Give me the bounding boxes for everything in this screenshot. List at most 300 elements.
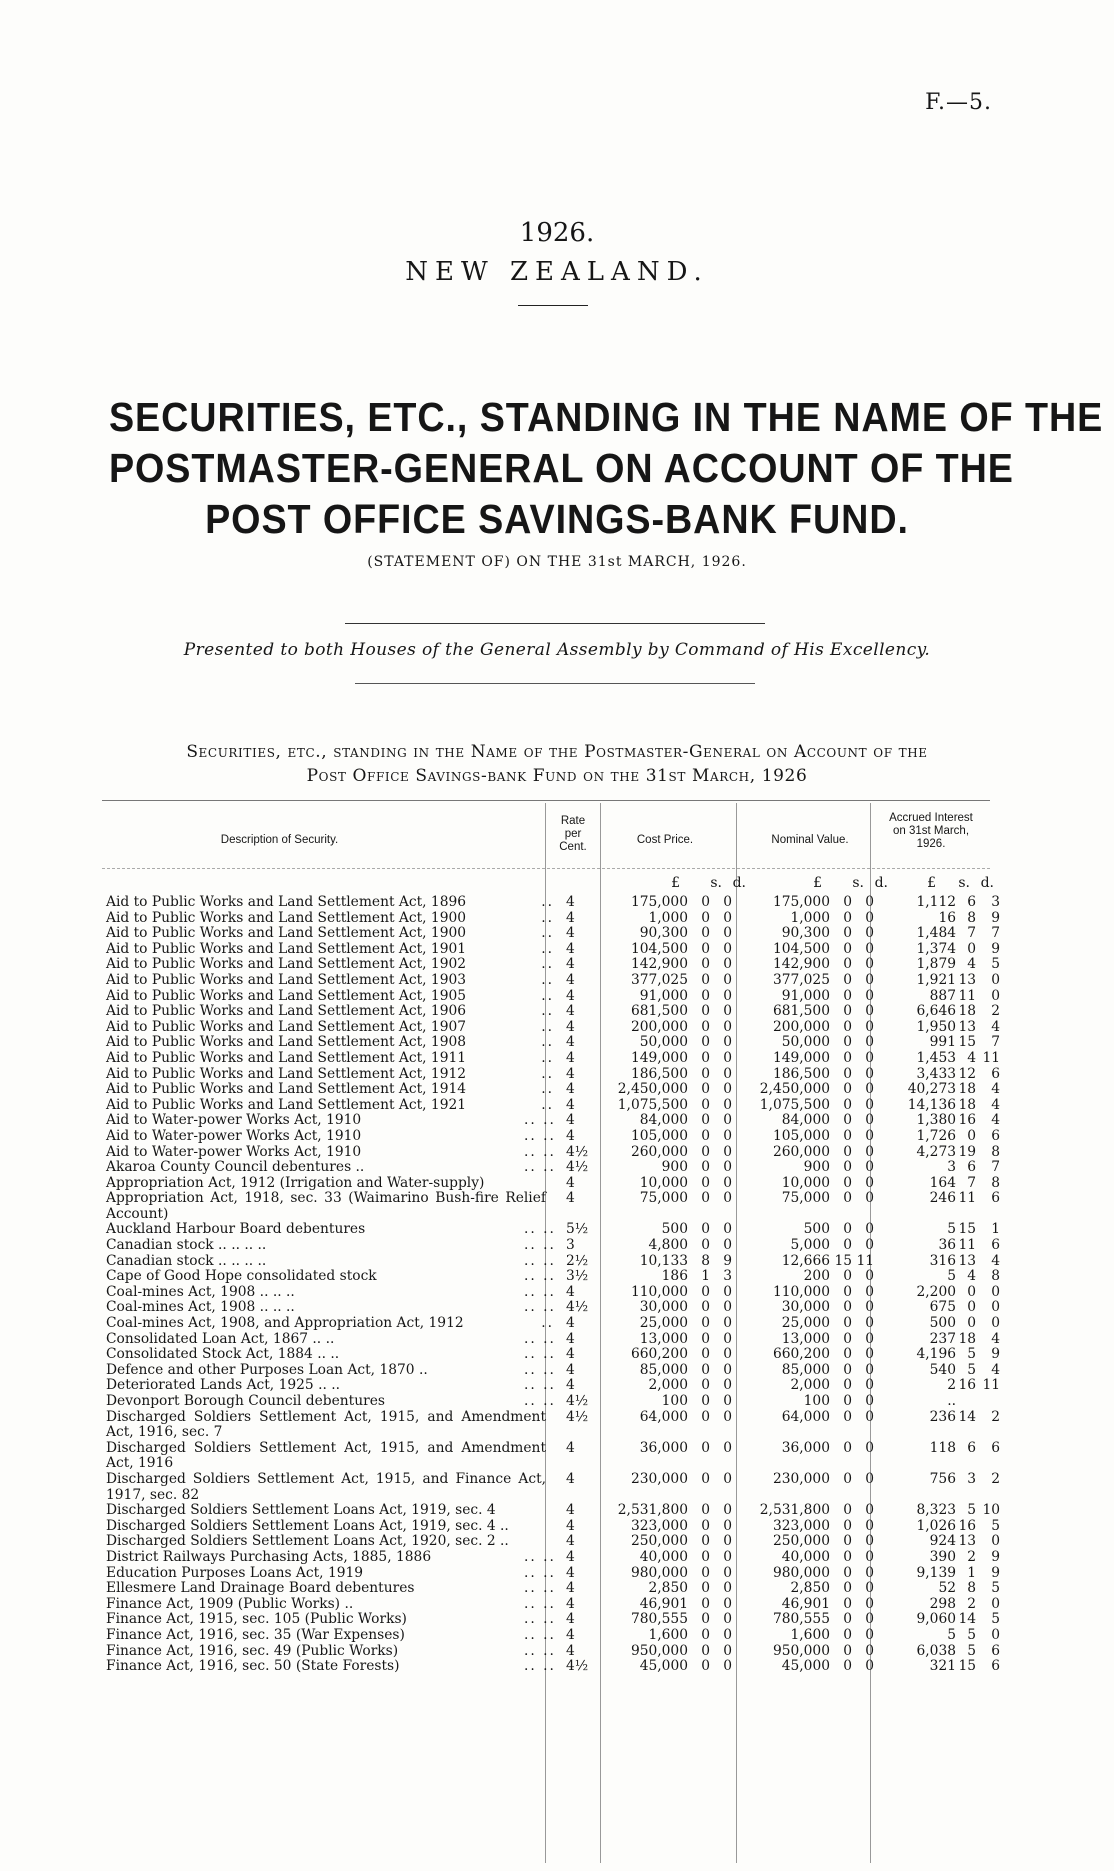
- interest-shillings: 5: [967, 1346, 976, 1363]
- cost-shillings: 0: [701, 1003, 710, 1020]
- cost-pence: 0: [723, 1096, 732, 1113]
- nominal-pence: 0: [865, 1642, 874, 1659]
- cost-shillings: 0: [701, 909, 710, 926]
- unit-pence: d.: [874, 875, 888, 891]
- row-description: Aid to Public Works and Land Settlement Act, 1896: [106, 894, 467, 910]
- nominal-pounds: 980,000: [772, 1564, 830, 1581]
- cost-pounds: 75,000: [639, 1190, 688, 1207]
- interest-shillings: 14: [958, 1611, 976, 1628]
- row-rate: 4: [566, 1065, 575, 1082]
- cost-pence: 0: [723, 1018, 732, 1035]
- nominal-pence: 0: [865, 1003, 874, 1020]
- interest-shillings: 11: [958, 1190, 976, 1207]
- cost-pounds: 50,000: [639, 1034, 688, 1051]
- row-leader-dots: .. ..: [524, 1564, 556, 1581]
- row-rate: 4: [566, 1439, 575, 1456]
- nominal-shillings: 0: [843, 1034, 852, 1051]
- row-rate: 4: [566, 1517, 575, 1534]
- nominal-pounds: 323,000: [772, 1517, 830, 1534]
- nominal-pence: 0: [865, 1268, 874, 1285]
- row-description: Cape of Good Hope consolidated stock: [106, 1268, 377, 1285]
- row-rate: 4: [566, 1548, 575, 1565]
- interest-pence: 9: [991, 909, 1000, 926]
- row-leader-dots: .. ..: [524, 1159, 556, 1176]
- interest-shillings: 16: [958, 1112, 976, 1129]
- nominal-pence: 0: [865, 971, 874, 988]
- row-leader-dots: .. ..: [524, 1393, 556, 1409]
- interest-shillings: 0: [967, 1299, 976, 1316]
- table-row: [106, 1221, 1000, 1238]
- row-leader-dots: .. ..: [524, 1330, 556, 1347]
- interest-shillings: 13: [958, 1018, 976, 1035]
- cost-pence: 0: [723, 1595, 732, 1612]
- nominal-pounds: 40,000: [781, 1548, 830, 1565]
- document-subtitle: (STATEMENT OF) ON THE 31st MARCH, 1926.: [367, 554, 747, 570]
- table-title-line: Securities, etc., standing in the Name of the Postmaster-General on Account of the: [186, 742, 928, 762]
- nominal-pounds: 25,000: [781, 1315, 830, 1332]
- cost-pence: 0: [723, 1143, 732, 1160]
- nominal-pounds: 50,000: [781, 1034, 830, 1051]
- interest-pence: 7: [991, 1159, 1000, 1176]
- securities-table: [106, 894, 1000, 1675]
- interest-shillings: 11: [958, 1237, 976, 1254]
- cost-pounds: 85,000: [639, 1361, 688, 1378]
- nominal-shillings: 0: [843, 894, 852, 910]
- row-description: Coal-mines Act, 1908, and Appropriation Act, 1912: [106, 1315, 464, 1332]
- presented-note: Presented to both Houses of the General Assembly by Command of His Excellency.: [183, 640, 931, 660]
- nominal-shillings: 0: [843, 1127, 852, 1144]
- row-description: Coal-mines Act, 1908 .. .. ..: [106, 1283, 295, 1300]
- interest-pence: 11: [982, 1377, 1000, 1394]
- cost-pence: 0: [723, 1127, 732, 1144]
- header-nominal: Nominal Value.: [771, 834, 849, 846]
- nominal-pounds: 260,000: [772, 1143, 830, 1160]
- row-leader-dots: .. ..: [524, 1127, 556, 1144]
- row-description: Discharged Soldiers Settlement Act, 1915, and Amendment Act, 1916: [106, 1439, 546, 1472]
- cost-pounds: 4,800: [648, 1237, 688, 1254]
- nominal-pence: 0: [865, 909, 874, 926]
- table-row: [106, 1190, 1000, 1222]
- row-description: Aid to Water-power Works Act, 1910: [106, 1143, 362, 1160]
- cost-pounds: 10,133: [639, 1252, 688, 1269]
- header-interest: [870, 812, 992, 851]
- cost-shillings: 0: [701, 1315, 710, 1332]
- nominal-shillings: 0: [843, 1533, 852, 1550]
- row-leader-dots: .. ..: [524, 1221, 556, 1238]
- cost-pounds: 45,000: [639, 1658, 688, 1675]
- nominal-pounds: 36,000: [781, 1439, 830, 1456]
- row-rate: 5½: [566, 1221, 589, 1238]
- nominal-pounds: 900: [803, 1159, 830, 1176]
- cost-pence: 0: [723, 909, 732, 926]
- row-description: Aid to Public Works and Land Settlement Act, 1911: [106, 1049, 467, 1066]
- row-leader-dots: ..: [541, 1034, 554, 1051]
- row-leader-dots: .. ..: [524, 1658, 556, 1675]
- row-leader-dots: .. ..: [524, 1283, 556, 1300]
- cost-pence: 0: [723, 1034, 732, 1051]
- row-leader-dots: ..: [541, 971, 554, 988]
- row-rate: 4: [566, 1049, 575, 1066]
- interest-pence: 2: [991, 1470, 1000, 1487]
- cost-pounds: 149,000: [630, 1049, 688, 1066]
- interest-shillings: 15: [958, 1658, 976, 1675]
- nominal-pence: 0: [865, 1611, 874, 1628]
- cost-pounds: 100: [661, 1393, 688, 1409]
- cost-pounds: 142,900: [630, 956, 688, 973]
- interest-pounds: 5: [947, 1221, 956, 1238]
- cost-shillings: 0: [701, 1346, 710, 1363]
- cost-pence: 0: [723, 1502, 732, 1519]
- interest-pence: 9: [991, 1548, 1000, 1565]
- nominal-pounds: 142,900: [772, 956, 830, 973]
- interest-shillings: 5: [967, 1361, 976, 1378]
- nominal-shillings: 0: [843, 1143, 852, 1160]
- row-description: Aid to Public Works and Land Settlement Act, 1914: [106, 1081, 467, 1098]
- table-row: [106, 1346, 1000, 1363]
- interest-pence: 6: [991, 1127, 1000, 1144]
- cost-pence: 0: [723, 1190, 732, 1207]
- cost-shillings: 0: [701, 925, 710, 942]
- interest-pounds: 8,323: [916, 1502, 956, 1519]
- header-interest-line: Accrued Interest: [889, 812, 973, 824]
- table-row: [106, 1502, 1000, 1519]
- interest-pence: 4: [991, 1361, 1000, 1378]
- row-rate: 4: [566, 1377, 575, 1394]
- nominal-shillings: 0: [843, 909, 852, 926]
- cost-pence: 0: [723, 1003, 732, 1020]
- row-description: Ellesmere Land Drainage Board debentures: [106, 1580, 415, 1597]
- cost-pounds: 1,000: [648, 909, 688, 926]
- interest-shillings: 8: [967, 909, 976, 926]
- cost-pence: 0: [723, 1159, 732, 1176]
- row-leader-dots: .. ..: [524, 1377, 556, 1394]
- document-year: 1926.: [519, 218, 595, 248]
- row-description: Discharged Soldiers Settlement Act, 1915, and Finance Act, 1917, sec. 82: [106, 1470, 546, 1503]
- interest-pence: 0: [991, 1299, 1000, 1316]
- nominal-pence: 0: [865, 925, 874, 942]
- nominal-pence: 0: [865, 1595, 874, 1612]
- interest-shillings: 16: [958, 1517, 976, 1534]
- interest-pence: 3: [991, 894, 1000, 910]
- row-description: District Railways Purchasing Acts, 1885, 1886: [106, 1548, 432, 1565]
- cost-shillings: 1: [701, 1268, 710, 1285]
- table-row: [106, 1018, 1000, 1036]
- table-row: [106, 925, 1000, 942]
- cost-pence: 0: [723, 1112, 732, 1129]
- cost-pounds: 1,600: [648, 1626, 688, 1643]
- cost-shillings: 0: [701, 1237, 710, 1254]
- cost-pounds: 25,000: [639, 1315, 688, 1332]
- row-rate: 4: [566, 1096, 575, 1113]
- cost-shillings: 0: [701, 987, 710, 1004]
- cost-shillings: 0: [701, 1361, 710, 1378]
- row-rate: 3: [566, 1237, 575, 1254]
- cost-pounds: 780,555: [630, 1611, 688, 1628]
- table-row: [106, 987, 1000, 1005]
- interest-shillings: 14: [958, 1408, 976, 1425]
- interest-shillings: 2: [967, 1548, 976, 1565]
- cost-pounds: 1,075,500: [617, 1096, 688, 1113]
- nominal-pence: 0: [865, 1190, 874, 1207]
- cost-pounds: 260,000: [630, 1143, 688, 1160]
- row-description: Aid to Public Works and Land Settlement Act, 1921: [106, 1096, 467, 1113]
- table-row: [106, 1096, 1000, 1114]
- cost-pounds: 230,000: [630, 1470, 688, 1487]
- cost-pence: 0: [723, 1315, 732, 1332]
- page-reference: F.—5.: [925, 90, 992, 115]
- nominal-pence: 0: [865, 1065, 874, 1082]
- interest-pounds: 1,921: [916, 971, 956, 988]
- nominal-shillings: 0: [843, 1658, 852, 1675]
- cost-pence: 0: [723, 1377, 732, 1394]
- cost-shillings: 0: [701, 971, 710, 988]
- interest-pounds: 118: [929, 1439, 956, 1456]
- nominal-shillings: 0: [843, 987, 852, 1004]
- nominal-pence: 0: [865, 1221, 874, 1238]
- row-description: Finance Act, 1916, sec. 50 (State Forests): [106, 1658, 400, 1675]
- nominal-shillings: 0: [843, 1470, 852, 1487]
- interest-pounds: 3: [947, 1159, 956, 1176]
- nominal-pence: 0: [865, 1127, 874, 1144]
- interest-shillings: 7: [967, 925, 976, 942]
- nominal-shillings: 0: [843, 1330, 852, 1347]
- interest-pence: 0: [991, 971, 1000, 988]
- row-rate: 4: [566, 940, 575, 957]
- nominal-shillings: 0: [843, 1408, 852, 1425]
- row-description: Devonport Borough Council debentures: [106, 1393, 385, 1409]
- interest-shillings: 13: [958, 971, 976, 988]
- cost-pounds: 110,000: [630, 1283, 688, 1300]
- nominal-pounds: 5,000: [790, 1237, 830, 1254]
- cost-pounds: 104,500: [630, 940, 688, 957]
- interest-pounds: 4,273: [916, 1143, 956, 1160]
- nominal-shillings: 0: [843, 1283, 852, 1300]
- cost-pence: 0: [723, 1393, 732, 1409]
- nominal-pence: 0: [865, 1049, 874, 1066]
- interest-pounds: 991: [929, 1034, 956, 1051]
- interest-pounds: 1,112: [916, 894, 956, 910]
- interest-pence: 2: [991, 1003, 1000, 1020]
- nominal-shillings: 0: [843, 1346, 852, 1363]
- interest-pence: 6: [991, 1658, 1000, 1675]
- interest-pounds: 52: [938, 1580, 956, 1597]
- cost-shillings: 0: [701, 1065, 710, 1082]
- nominal-pounds: 1,000: [790, 909, 830, 926]
- interest-pence: 2: [991, 1408, 1000, 1425]
- nominal-pence: 0: [865, 1548, 874, 1565]
- unit-pounds: £: [671, 875, 680, 891]
- cost-pence: 0: [723, 1533, 732, 1550]
- interest-pounds: 2,200: [916, 1283, 956, 1300]
- cost-shillings: 0: [701, 1330, 710, 1347]
- header-rate-line: Cent.: [559, 841, 587, 853]
- interest-pence: 4: [991, 1330, 1000, 1347]
- cost-pence: 0: [723, 1283, 732, 1300]
- row-description: Aid to Public Works and Land Settlement Act, 1903: [106, 971, 467, 988]
- nominal-shillings: 0: [843, 940, 852, 957]
- table-row: [106, 1283, 1000, 1301]
- interest-pounds: 2: [947, 1377, 956, 1394]
- row-leader-dots: ..: [541, 1096, 554, 1113]
- unit-pounds: £: [927, 875, 936, 891]
- row-description: Aid to Public Works and Land Settlement Act, 1907: [106, 1018, 467, 1035]
- interest-pence: 7: [991, 1034, 1000, 1051]
- row-leader-dots: .. ..: [524, 1626, 556, 1643]
- nominal-shillings: 0: [843, 1237, 852, 1254]
- interest-pence: 9: [991, 1564, 1000, 1581]
- interest-pence: 6: [991, 1065, 1000, 1082]
- cost-pounds: 90,300: [639, 925, 688, 942]
- table-row: [106, 1517, 1000, 1535]
- table-row: [106, 1174, 1000, 1192]
- cost-pence: 0: [723, 971, 732, 988]
- nominal-pounds: 12,666: [781, 1252, 830, 1269]
- interest-pence: 0: [991, 1283, 1000, 1300]
- row-rate: 4: [566, 1595, 575, 1612]
- unit-shillings: s.: [710, 875, 722, 891]
- row-rate: 4: [566, 1502, 575, 1519]
- row-leader-dots: ..: [541, 894, 554, 910]
- document-title: [108, 392, 1104, 545]
- cost-shillings: 0: [701, 940, 710, 957]
- nominal-pence: 0: [865, 1377, 874, 1394]
- cost-shillings: 0: [701, 1127, 710, 1144]
- nominal-pence: 0: [865, 1393, 874, 1409]
- row-rate: 4: [566, 1330, 575, 1347]
- interest-pounds: 36: [938, 1237, 956, 1254]
- row-leader-dots: ..: [541, 1049, 554, 1066]
- cost-shillings: 0: [701, 1221, 710, 1238]
- row-rate: 4: [566, 1346, 575, 1363]
- nominal-pounds: 64,000: [781, 1408, 830, 1425]
- nominal-shillings: 0: [843, 956, 852, 973]
- title-line: POSTMASTER-GENERAL ON ACCOUNT OF THE: [108, 445, 1014, 491]
- title-line: SECURITIES, ETC., STANDING IN THE NAME OF THE: [108, 394, 1104, 440]
- row-leader-dots: .. ..: [524, 1299, 556, 1316]
- nominal-pence: 0: [865, 1159, 874, 1176]
- table-row: [106, 1330, 1000, 1348]
- cost-shillings: 0: [701, 1081, 710, 1098]
- unit-pounds: £: [813, 875, 822, 891]
- interest-shillings: 4: [967, 956, 976, 973]
- cost-pounds: 660,200: [630, 1346, 688, 1363]
- cost-pence: 0: [723, 1065, 732, 1082]
- cost-shillings: 0: [701, 1190, 710, 1207]
- cost-shillings: 0: [701, 1299, 710, 1316]
- interest-pounds: 1,026: [916, 1517, 956, 1534]
- row-description: Consolidated Stock Act, 1884 .. ..: [106, 1346, 340, 1363]
- cost-pence: 0: [723, 1299, 732, 1316]
- interest-shillings: 5: [967, 1642, 976, 1659]
- header-rate-line: per: [564, 828, 582, 840]
- interest-shillings: 1: [967, 1564, 976, 1581]
- cost-pounds: 681,500: [630, 1003, 688, 1020]
- interest-pence: 4: [991, 1018, 1000, 1035]
- nominal-pounds: 175,000: [772, 894, 830, 910]
- cost-pounds: 2,000: [648, 1377, 688, 1394]
- interest-shillings: 0: [967, 940, 976, 957]
- nominal-pounds: 85,000: [781, 1361, 830, 1378]
- nominal-pence: 0: [865, 1346, 874, 1363]
- table-row: [106, 909, 1000, 927]
- table-row: [106, 1065, 1000, 1083]
- nominal-pence: 0: [865, 1658, 874, 1675]
- table-title-line: Post Office Savings-bank Fund on the 31st March, 1926: [306, 766, 808, 786]
- cost-pounds: 200,000: [630, 1018, 688, 1035]
- cost-pence: 0: [723, 1470, 732, 1487]
- interest-pence: 6: [991, 1237, 1000, 1254]
- row-rate: 4: [566, 1564, 575, 1581]
- row-description: Aid to Public Works and Land Settlement Act, 1905: [106, 987, 467, 1004]
- interest-pence: 8: [991, 1174, 1000, 1191]
- cost-pence: 0: [723, 1361, 732, 1378]
- header-rate: [548, 815, 598, 854]
- cost-pounds: 2,850: [648, 1580, 688, 1597]
- interest-pounds: 540: [929, 1361, 956, 1378]
- interest-pounds: 675: [929, 1299, 956, 1316]
- nominal-shillings: 0: [843, 1595, 852, 1612]
- cost-shillings: 0: [701, 1096, 710, 1113]
- cost-pence: 0: [723, 956, 732, 973]
- row-description: Aid to Public Works and Land Settlement Act, 1908: [106, 1034, 467, 1051]
- cost-pence: 3: [723, 1268, 732, 1285]
- table-row: [106, 1081, 1000, 1098]
- interest-pence: 4: [991, 1081, 1000, 1098]
- divider: [355, 683, 755, 684]
- table-row: [106, 1394, 996, 1410]
- row-rate: 4: [566, 1283, 575, 1300]
- cost-pounds: 46,901: [639, 1595, 688, 1612]
- table-row: [106, 1315, 1000, 1332]
- row-description: Finance Act, 1916, sec. 35 (War Expenses): [106, 1626, 405, 1643]
- row-rate: 4: [566, 1081, 575, 1098]
- interest-pounds: 3,433: [916, 1065, 956, 1082]
- nominal-pounds: 950,000: [772, 1642, 830, 1659]
- nominal-shillings: 0: [843, 1393, 852, 1409]
- nominal-shillings: 0: [843, 1003, 852, 1020]
- row-description: Aid to Water-power Works Act, 1910: [106, 1112, 362, 1129]
- table-row: [106, 1112, 1000, 1129]
- row-rate: 4: [566, 1315, 575, 1332]
- nominal-shillings: 0: [843, 1611, 852, 1628]
- row-rate: 4½: [566, 1408, 589, 1425]
- row-leader-dots: .. ..: [524, 1237, 556, 1254]
- interest-pence: 0: [991, 1626, 1000, 1643]
- nominal-pence: 0: [865, 1299, 874, 1316]
- table-row: [106, 1127, 1000, 1145]
- row-description: Aid to Public Works and Land Settlement Act, 1902: [106, 956, 467, 973]
- cost-shillings: 0: [701, 1034, 710, 1051]
- row-rate: 4: [566, 987, 575, 1004]
- cost-shillings: 8: [701, 1252, 710, 1269]
- table-row: [106, 1361, 1000, 1379]
- interest-pounds: 237: [929, 1330, 956, 1347]
- cost-pence: 0: [723, 1221, 732, 1238]
- interest-pence: 5: [991, 1580, 1000, 1597]
- nominal-shillings: 0: [843, 1439, 852, 1456]
- interest-pounds: 756: [929, 1470, 956, 1487]
- nominal-pounds: 500: [803, 1221, 830, 1238]
- row-rate: 4: [566, 1112, 575, 1129]
- nominal-pounds: 200: [803, 1268, 830, 1285]
- table-row: [106, 956, 1000, 973]
- country-heading: NEW ZEALAND.: [405, 257, 709, 287]
- interest-shillings: 2: [967, 1595, 976, 1612]
- nominal-shillings: 0: [843, 1174, 852, 1191]
- row-rate: 4: [566, 894, 575, 910]
- row-description: Appropriation Act, 1918, sec. 33 (Waimarino Bush-fire Relief Account): [106, 1190, 546, 1222]
- cost-pence: 0: [723, 1642, 732, 1659]
